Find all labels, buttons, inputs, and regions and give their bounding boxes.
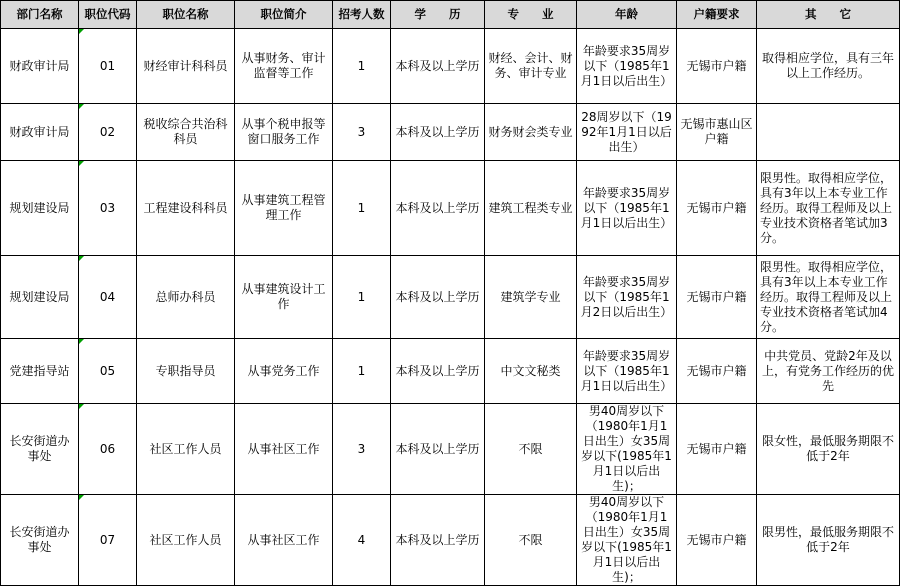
cell-count: 4 (333, 495, 391, 586)
cell-dept: 规划建设局 (1, 161, 79, 256)
cell-code (79, 161, 137, 256)
cell-edu: 本科及以上学历 (391, 495, 485, 586)
table-row (1, 161, 900, 256)
header-code: 职位代码 (79, 1, 137, 29)
header-title: 职位名称 (137, 1, 235, 29)
cell-hukou: 无锡市户籍 (677, 29, 757, 104)
cell-code-text: 02 (99, 124, 116, 139)
cell-other: 限男性。取得相应学位，具有3年以上本专业工作经历。取得工程师及以上专业技术资格者笔试加4分。 (757, 256, 900, 339)
cell-title: 专职指导员 (137, 339, 235, 404)
cell-other (757, 104, 900, 161)
cell-age: 28周岁以下（1992年1月1日以后出生） (577, 104, 677, 161)
cell-dept: 长安街道办事处 (1, 404, 79, 495)
cell-edu: 本科及以上学历 (391, 404, 485, 495)
cell-code-text: 06 (99, 441, 116, 456)
cell-code (79, 104, 137, 161)
cell-code-text: 07 (99, 532, 116, 547)
cell-hukou: 无锡市户籍 (677, 404, 757, 495)
cell-count: 1 (333, 29, 391, 104)
cell-title: 工程建设科科员 (137, 161, 235, 256)
cell-age: 年龄要求35周岁以下（1985年1月1日以后出生） (577, 339, 677, 404)
cell-major: 中文文秘类 (485, 339, 577, 404)
cell-hukou: 无锡市户籍 (677, 161, 757, 256)
cell-code (79, 256, 137, 339)
header-hukou: 户籍要求 (677, 1, 757, 29)
cell-desc: 从事财务、审计监督等工作 (235, 29, 333, 104)
cell-edu: 本科及以上学历 (391, 339, 485, 404)
table-row (1, 256, 900, 339)
cell-hukou: 无锡市户籍 (677, 495, 757, 586)
cell-dept: 长安街道办事处 (1, 495, 79, 586)
cell-other: 限男性，最低服务期限不低于2年 (757, 495, 900, 586)
cell-title: 财经审计科科员 (137, 29, 235, 104)
cell-title: 总师办科员 (137, 256, 235, 339)
cell-major: 建筑工程类专业 (485, 161, 577, 256)
cell-count: 1 (333, 339, 391, 404)
cell-edu: 本科及以上学历 (391, 161, 485, 256)
cell-other: 取得相应学位，具有三年以上工作经历。 (757, 29, 900, 104)
cell-desc: 从事建筑设计工作 (235, 256, 333, 339)
table-row (1, 339, 900, 404)
cell-age: 年龄要求35周岁以下（1985年1月2日以后出生） (577, 256, 677, 339)
cell-count: 3 (333, 104, 391, 161)
cell-code-text: 03 (99, 200, 116, 215)
cell-desc: 从事建筑工程管理工作 (235, 161, 333, 256)
cell-age: 男40周岁以下（1980年1月1日出生）女35周岁以下(1985年1月1日以后出生)； (577, 404, 677, 495)
cell-edu: 本科及以上学历 (391, 29, 485, 104)
table-row (1, 104, 900, 161)
cell-desc: 从事社区工作 (235, 495, 333, 586)
cell-code (79, 29, 137, 104)
cell-dept: 财政审计局 (1, 104, 79, 161)
cell-code-text: 05 (99, 363, 116, 378)
table-row (1, 404, 900, 495)
cell-code-text: 01 (99, 58, 116, 73)
cell-edu: 本科及以上学历 (391, 256, 485, 339)
header-row (1, 1, 900, 29)
cell-title: 社区工作人员 (137, 404, 235, 495)
cell-count: 1 (333, 161, 391, 256)
cell-title: 税收综合共治科科员 (137, 104, 235, 161)
header-edu: 学 历 (391, 1, 485, 29)
table-row (1, 29, 900, 104)
cell-title: 社区工作人员 (137, 495, 235, 586)
header-dept: 部门名称 (1, 1, 79, 29)
cell-major: 不限 (485, 495, 577, 586)
table-row (1, 495, 900, 586)
cell-other: 中共党员、党龄2年及以上，有党务工作经历的优先 (757, 339, 900, 404)
cell-dept: 财政审计局 (1, 29, 79, 104)
header-other: 其 它 (757, 1, 900, 29)
cell-desc: 从事个税申报等窗口服务工作 (235, 104, 333, 161)
cell-hukou: 无锡市户籍 (677, 339, 757, 404)
cell-dept: 党建指导站 (1, 339, 79, 404)
cell-other: 限女性，最低服务期限不低于2年 (757, 404, 900, 495)
cell-dept: 规划建设局 (1, 256, 79, 339)
cell-count: 1 (333, 256, 391, 339)
cell-major: 建筑学专业 (485, 256, 577, 339)
cell-other: 限男性。取得相应学位，具有3年以上本专业工作经历。取得工程师及以上专业技术资格者笔试加3分。 (757, 161, 900, 256)
header-count: 招考人数 (333, 1, 391, 29)
header-age: 年龄 (577, 1, 677, 29)
cell-age: 男40周岁以下（1980年1月1日出生）女35周岁以下(1985年1月1日以后出生)； (577, 495, 677, 586)
cell-age: 年龄要求35周岁以下（1985年1月1日以后出生） (577, 161, 677, 256)
cell-code (79, 339, 137, 404)
cell-count: 3 (333, 404, 391, 495)
cell-major: 财务财会类专业 (485, 104, 577, 161)
cell-hukou: 无锡市户籍 (677, 256, 757, 339)
header-desc: 职位简介 (235, 1, 333, 29)
cell-code (79, 495, 137, 586)
cell-desc: 从事社区工作 (235, 404, 333, 495)
cell-hukou: 无锡市惠山区户籍 (677, 104, 757, 161)
cell-code (79, 404, 137, 495)
cell-age: 年龄要求35周岁以下（1985年1月1日以后出生） (577, 29, 677, 104)
cell-major: 不限 (485, 404, 577, 495)
cell-major: 财经、会计、财务、审计专业 (485, 29, 577, 104)
cell-code-text: 04 (99, 289, 116, 304)
header-major: 专 业 (485, 1, 577, 29)
cell-edu: 本科及以上学历 (391, 104, 485, 161)
cell-desc: 从事党务工作 (235, 339, 333, 404)
